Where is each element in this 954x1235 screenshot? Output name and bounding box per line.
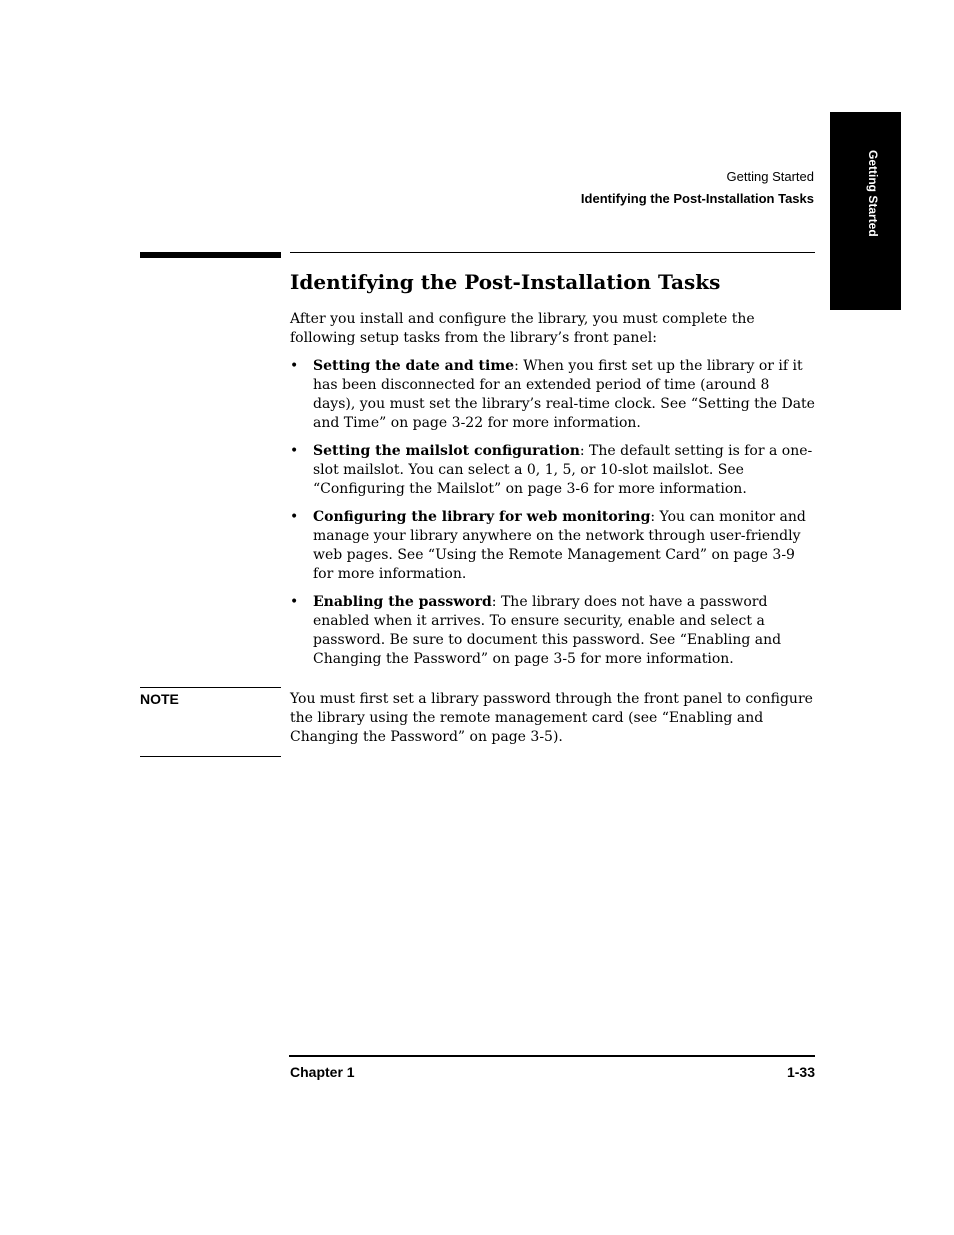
header-section-title: Identifying the Post-Installation Tasks — [580, 191, 814, 206]
section-rule-thick — [140, 252, 281, 258]
list-item — [290, 442, 815, 499]
header-chapter-title: Getting Started — [726, 169, 814, 184]
task-term: Setting the mailslot configuration — [313, 443, 580, 459]
section-rule-thin — [290, 252, 815, 253]
task-description: : The library does not have a password enabled when it arrives. To ensure security, enable and select a password. Be sure to document this password. See “Enabling and Changing the Password” on page 3-5 for more information. — [313, 594, 782, 667]
task-term: Configuring the library for web monitoring — [313, 509, 651, 525]
bullet: • — [290, 509, 299, 525]
task-description: : The default setting is for a one-slot mailslot. You can select a 0, 1, 5, or 10-slot mailslot. See “Configuring the Mailslot” on page 3-6 for more information. — [313, 443, 813, 497]
task-description: : You can monitor and manage your library anywhere on the network through user-friendly web pages. See “Using the Remote Management Card” on page 3-9 for more information. — [313, 509, 806, 582]
list-item — [290, 357, 815, 433]
task-term: Enabling the password — [313, 594, 492, 610]
note-rule-bottom — [140, 756, 281, 757]
running-header — [581, 166, 814, 210]
bullet: • — [290, 443, 299, 459]
note-text: You must first set a library password through the front panel to configure the library using the remote management card (see “Enabling and Changing the Password” on page 3-5). — [290, 691, 813, 745]
footer-rule — [289, 1055, 815, 1057]
note-label: NOTE — [140, 691, 179, 707]
intro-paragraph: After you install and configure the library, you must complete the following setup tasks from the library’s front panel: — [290, 311, 755, 346]
list-item — [290, 508, 815, 584]
chapter-thumb-tab-label: Getting Started — [866, 150, 880, 237]
task-list — [290, 357, 815, 678]
bullet: • — [290, 594, 299, 610]
footer-page-number: 1-33 — [786, 1064, 815, 1080]
task-term: Setting the date and time — [313, 358, 515, 374]
list-item — [290, 593, 815, 669]
note-rule-top — [140, 687, 281, 688]
bullet: • — [290, 358, 299, 374]
page-title: Identifying the Post-Installation Tasks — [290, 270, 721, 294]
footer-chapter: Chapter 1 — [290, 1064, 355, 1080]
chapter-thumb-tab — [830, 112, 901, 310]
task-description: : When you first set up the library or if it has been disconnected for an extended period of time (around 8 days), you must set the library’s real-time clock. See “Setting the Date and Time” on page 3-22 for more information. — [313, 358, 815, 431]
